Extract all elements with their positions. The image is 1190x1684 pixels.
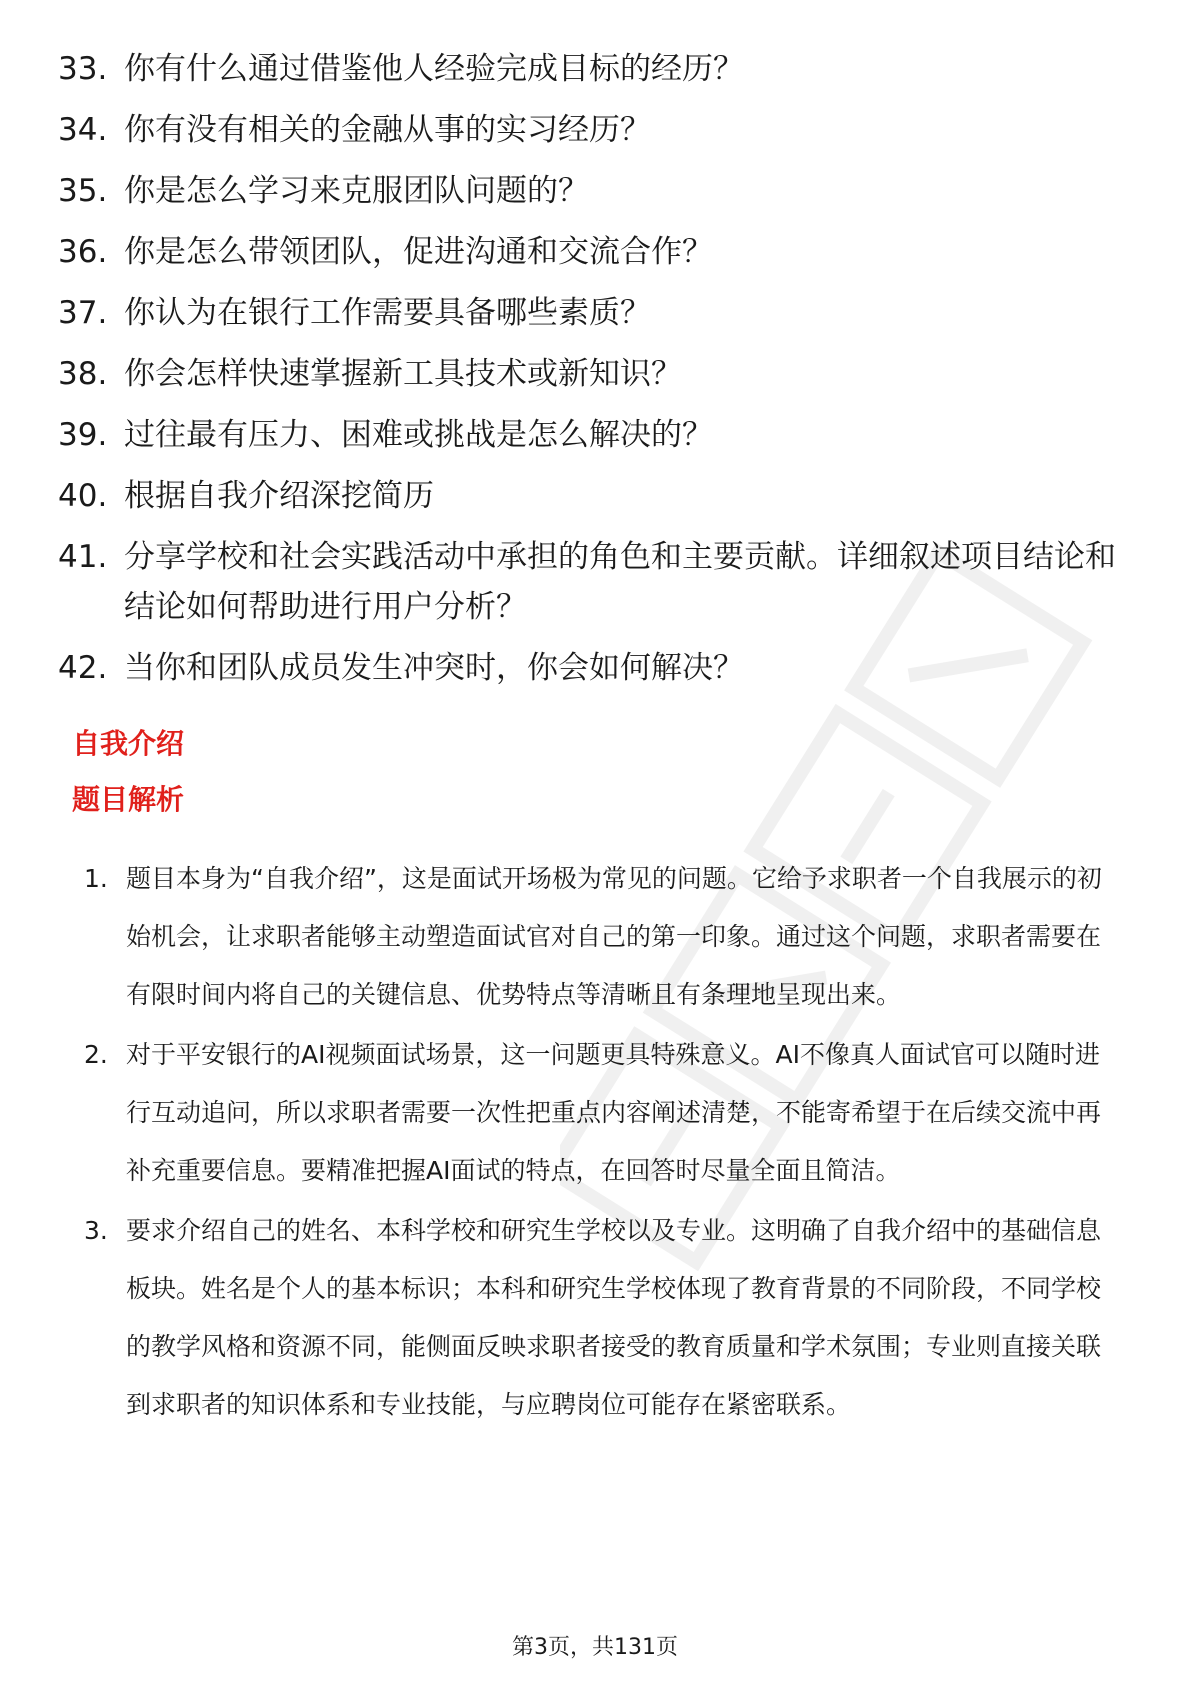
question-text: 过往最有压力、困难或挑战是怎么解决的？	[124, 417, 713, 453]
analysis-number: 3.	[84, 1216, 108, 1245]
page-footer: 第3页，共131页	[512, 1635, 678, 1660]
question-text: 当你和团队成员发生冲突时，你会如何解决？	[124, 650, 744, 686]
question-number: 36.	[58, 234, 108, 270]
question-item	[58, 105, 1138, 155]
analysis-item	[84, 1026, 1124, 1200]
analysis-number: 1.	[84, 864, 108, 893]
question-item	[58, 227, 1138, 277]
question-item	[58, 166, 1138, 216]
analysis-item	[84, 850, 1124, 1024]
question-text: 根据自我介绍深挖简历	[124, 478, 434, 514]
analysis-text: 对于平安银行的AI视频面试场景，这一问题更具特殊意义。AI不像真人面试官可以随时进行互动追问，所以求职者需要一次性把重点内容阐述清楚，不能寄希望于在后续交流中再补充重要信息。要精准把握AI面试的特点，在回答时尽量全面且简洁。	[126, 1040, 1102, 1185]
question-number: 41.	[58, 539, 108, 575]
analysis-text: 要求介绍自己的姓名、本科学校和研究生学校以及专业。这明确了自我介绍中的基础信息板块。姓名是个人的基本标识；本科和研究生学校体现了教育背景的不同阶段，不同学校的教学风格和资源不同，能侧面反映求职者接受的教育质量和学术氛围；专业则直接关联到求职者的知识体系和专业技能，与应聘岗位可能存在紧密联系。	[126, 1216, 1102, 1419]
question-text: 你是怎么学习来克服团队问题的？	[124, 173, 589, 209]
question-item	[58, 532, 1138, 632]
question-item	[58, 349, 1138, 399]
question-text: 你会怎样快速掌握新工具技术或新知识？	[124, 356, 682, 392]
question-number: 37.	[58, 295, 108, 331]
question-text: 你有没有相关的金融从事的实习经历？	[124, 112, 651, 148]
question-item	[58, 410, 1138, 460]
question-number: 40.	[58, 478, 108, 514]
question-text: 你是怎么带领团队，促进沟通和交流合作？	[124, 234, 713, 270]
section-heading-analysis: 题目解析	[72, 783, 185, 816]
section-heading-intro: 自我介绍	[72, 727, 185, 760]
question-item	[58, 643, 1138, 693]
analysis-item	[84, 1202, 1124, 1434]
analysis-number: 2.	[84, 1040, 108, 1069]
question-number: 33.	[58, 51, 108, 87]
question-text: 你有什么通过借鉴他人经验完成目标的经历？	[124, 51, 744, 87]
question-number: 38.	[58, 356, 108, 392]
question-list	[58, 44, 1138, 704]
question-text: 分享学校和社会实践活动中承担的角色和主要贡献。详细叙述项目结论和结论如何帮助进行用户分析？	[124, 539, 1116, 625]
question-number: 39.	[58, 417, 108, 453]
question-number: 42.	[58, 650, 108, 686]
question-number: 34.	[58, 112, 108, 148]
question-item	[58, 288, 1138, 338]
question-item	[58, 471, 1138, 521]
analysis-text: 题目本身为“自我介绍”，这是面试开场极为常见的问题。它给予求职者一个自我展示的初始机会，让求职者能够主动塑造面试官对自己的第一印象。通过这个问题，求职者需要在有限时间内将自己的关键信息、优势特点等清晰且有条理地呈现出来。	[126, 864, 1102, 1009]
analysis-list	[84, 850, 1124, 1436]
question-number: 35.	[58, 173, 108, 209]
question-item	[58, 44, 1138, 94]
question-text: 你认为在银行工作需要具备哪些素质？	[124, 295, 651, 331]
